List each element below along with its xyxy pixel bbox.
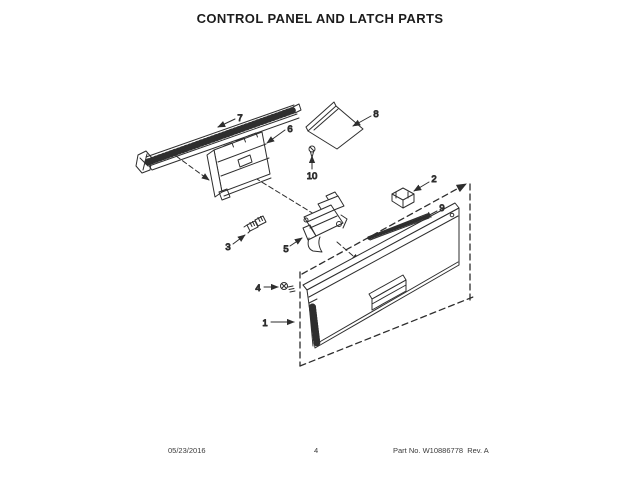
page-title: CONTROL PANEL AND LATCH PARTS: [196, 11, 444, 26]
callout-2: [414, 174, 437, 191]
callout-2-label: 2: [431, 174, 437, 185]
callout-4: [255, 283, 278, 294]
callout-1-label: 1: [262, 318, 268, 329]
callout-8-label: 8: [373, 109, 379, 120]
callout-7-label: 7: [237, 113, 243, 124]
part-4-screw: [281, 283, 296, 293]
callout-1: [262, 318, 294, 329]
callout-10: [307, 156, 318, 182]
footer-part-number: Part No. W10886778 Rev. A: [393, 446, 489, 455]
callout-3: [225, 235, 245, 253]
part-2-keeper-bracket: [392, 188, 414, 208]
callout-8: [353, 109, 379, 126]
part-5-latch-assembly: [303, 192, 347, 252]
callout-9-label: 9: [439, 203, 445, 214]
callout-5-label: 5: [283, 244, 289, 255]
callout-4-label: 4: [255, 283, 261, 294]
callout-10-label: 10: [306, 171, 318, 182]
callout-6-label: 6: [287, 124, 293, 135]
callout-3-label: 3: [225, 242, 231, 253]
callout-6: [267, 124, 293, 143]
callout-7: [218, 113, 243, 127]
footer-date: 05/23/2016: [168, 446, 206, 455]
part-3-connector-clips: [244, 216, 266, 233]
callout-5: [283, 238, 302, 255]
footer-page-number: 4: [314, 446, 319, 455]
